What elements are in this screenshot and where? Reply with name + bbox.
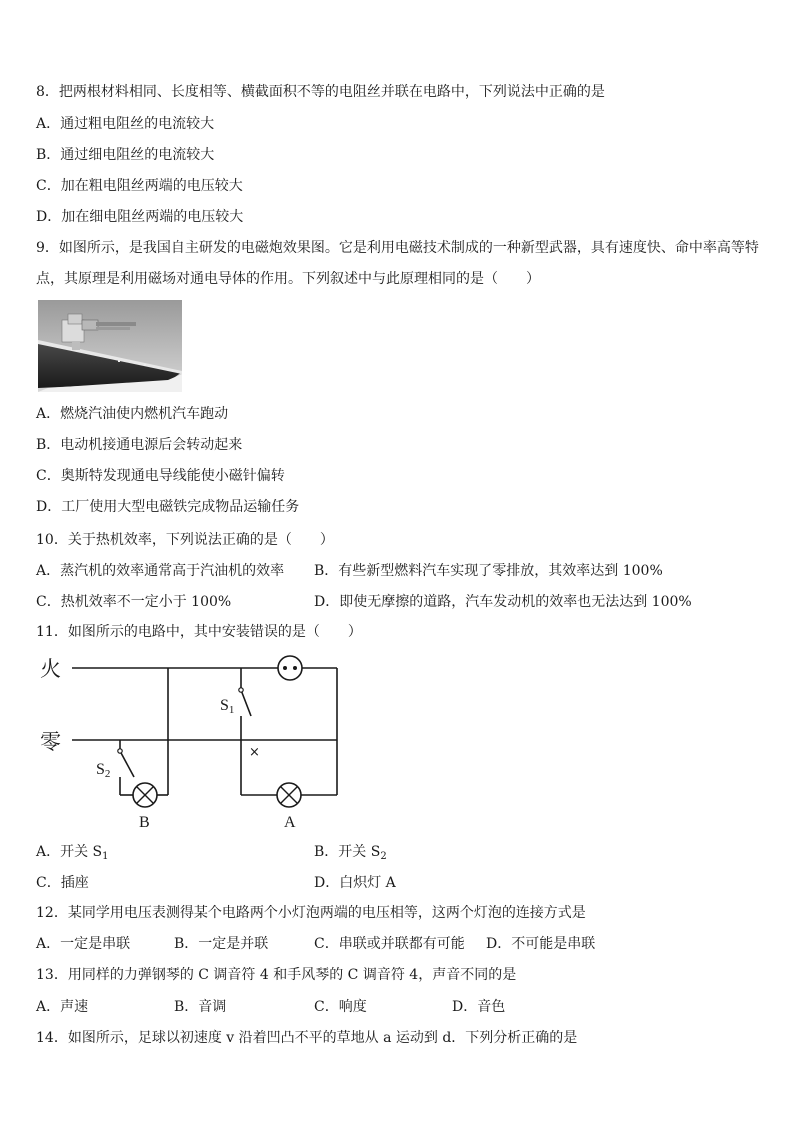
- s2-label: S2: [96, 761, 111, 780]
- fault-mark: ×: [249, 745, 260, 760]
- s1-label: S1: [220, 697, 235, 716]
- lamp-a-icon: [277, 783, 301, 807]
- q8-option-b: B．通过细电阻丝的电流较大: [36, 147, 215, 163]
- q13-stem: 13．用同样的力弹钢琴的 C 调音符 4 和手风琴的 C 调音符 4，声音不同的是: [36, 967, 517, 983]
- q11-stem: 11．如图所示的电路中，其中安装错误的是（ ）: [36, 624, 362, 640]
- q9-option-a: A．燃烧汽油使内燃机汽车跑动: [36, 406, 229, 422]
- q11-option-b: B．开关 $S_2$: [314, 844, 387, 862]
- q9-option-b: B．电动机接通电源后会转动起来: [36, 437, 243, 453]
- q10-option-c: C．热机效率不一定小于 100%: [36, 594, 232, 610]
- q13-option-d: D．音色: [452, 999, 506, 1015]
- q13-option-b: B．音调: [174, 999, 227, 1015]
- q8-option-a: A．通过粗电阻丝的电流较大: [36, 116, 215, 132]
- q12-option-d: D．不可能是串联: [486, 936, 596, 952]
- live-label: 火: [40, 657, 61, 681]
- q9-option-c: C．奥斯特发现通电导线能使小磁针偏转: [36, 468, 285, 484]
- lamp-b-icon: [133, 783, 157, 807]
- q12-option-c: C．串联或并联都有可能: [314, 936, 465, 952]
- q9-stem-line1: 9．如图所示，是我国自主研发的电磁炮效果图。它是利用电磁技术制成的一种新型武器，具有速度快、命中率高等特: [36, 240, 759, 256]
- lamp-a-label: A: [284, 814, 296, 831]
- q10-option-b: B．有些新型燃料汽车实现了零排放，其效率达到 100%: [314, 563, 663, 579]
- home-circuit-diagram: [36, 650, 346, 835]
- q8-option-d: D．加在细电阻丝两端的电压较大: [36, 209, 244, 225]
- q10-option-d: D．即使无摩擦的道路，汽车发动机的效率也无法达到 100%: [314, 594, 692, 610]
- q14-stem: 14．如图所示，足球以初速度 v 沿着凹凸不平的草地从 a 运动到 d．下列分析正确的是: [36, 1030, 578, 1046]
- neutral-label: 零: [40, 730, 61, 754]
- q8-stem: 8．把两根材料相同、长度相等、横截面积不等的电阻丝并联在电路中，下列说法中正确的是: [36, 84, 605, 100]
- q12-option-b: B．一定是并联: [174, 936, 269, 952]
- q12-option-a: A．一定是串联: [36, 936, 131, 952]
- q9-stem-line2: 点，其原理是利用磁场对通电导体的作用。下列叙述中与此原理相同的是（ ）: [36, 271, 540, 287]
- q10-option-a: A．蒸汽机的效率通常高于汽油机的效率: [36, 563, 285, 579]
- q12-stem: 12．某同学用电压表测得某个电路两个小灯泡两端的电压相等，这两个灯泡的连接方式是: [36, 905, 586, 921]
- q9-option-d: D．工厂使用大型电磁铁完成物品运输任务: [36, 499, 300, 515]
- railgun-figure: [38, 300, 182, 392]
- q11-option-c: C．插座: [36, 875, 89, 891]
- q13-option-a: A．声速: [36, 999, 89, 1015]
- socket-icon: [278, 656, 302, 680]
- lamp-b-label: B: [139, 814, 150, 831]
- q11-option-a: A．开关 $S_1$: [36, 844, 109, 862]
- q13-option-c: C．响度: [314, 999, 367, 1015]
- q8-option-c: C．加在粗电阻丝两端的电压较大: [36, 178, 243, 194]
- q10-stem: 10．关于热机效率，下列说法正确的是（ ）: [36, 532, 334, 548]
- q11-option-d: D．白炽灯 A: [314, 875, 396, 891]
